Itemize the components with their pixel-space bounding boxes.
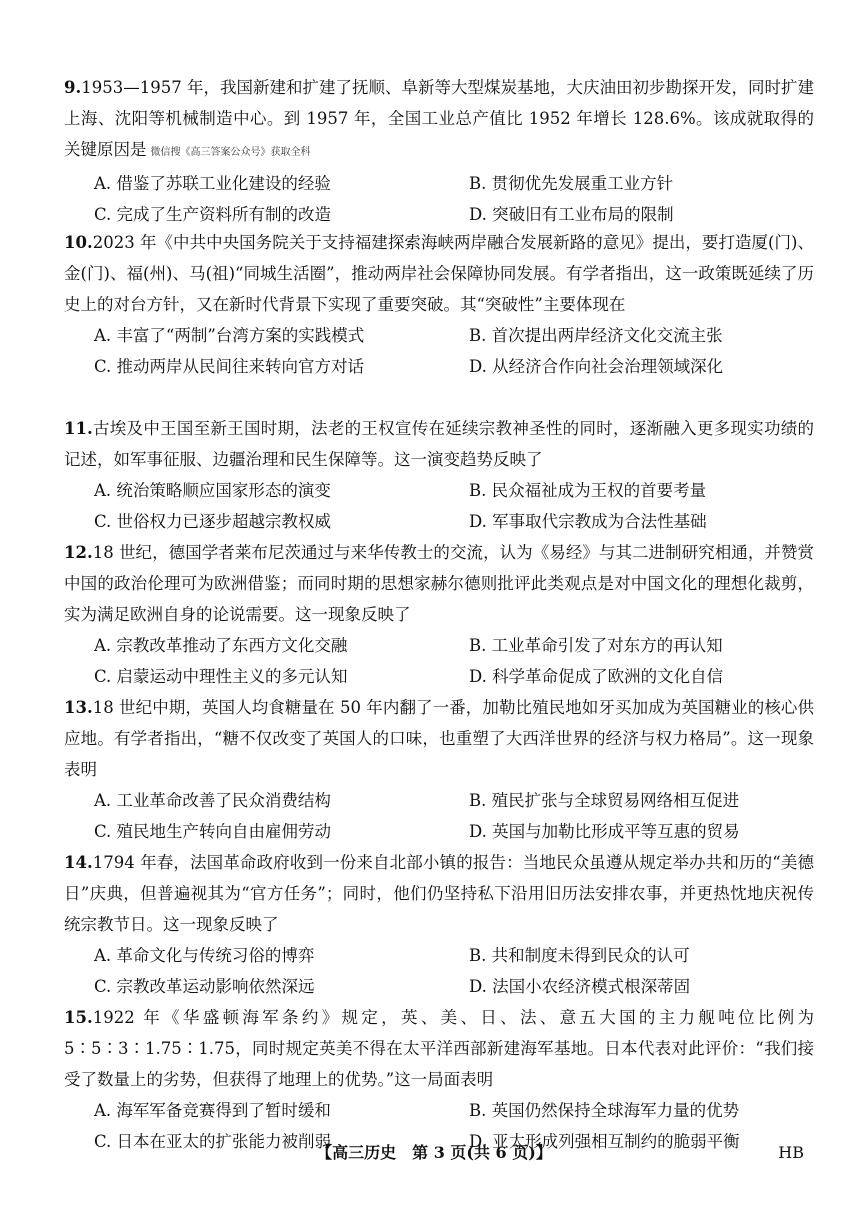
question-stem (64, 1002, 814, 1095)
option-b[interactable]: B. 工业革命引发了对东方的再认知 (469, 636, 723, 655)
question-stem (64, 227, 814, 320)
option-d[interactable]: D. 英国与加勒比形成平等互惠的贸易 (469, 822, 740, 841)
option-a[interactable]: A. 丰富了“两制”台湾方案的实践模式 (94, 326, 365, 345)
question-text: 18 世纪中期，英国人均食糖量在 50 年内翻了一番，加勒比殖民地如牙买加成为英国糖业的核心供应地。有学者指出，“糖不仅改变了英国人的口味，也重塑了大西洋世界的经济与权力格局”。这一现象表明 (64, 698, 814, 779)
question-number: 11. (64, 419, 93, 438)
question-number: 10. (64, 233, 93, 252)
question-text: 1953—1957 年，我国新建和扩建了抚顺、阜新等大型煤炭基地，大庆油田初步勘探开发，同时扩建上海、沈阳等机械制造中心。到 1957 年，全国工业总产值比 1952 年增长 128.6%。该成就取得的关键原因是 (64, 78, 814, 159)
question-stem (64, 537, 814, 630)
question-text: 18 世纪，德国学者莱布尼茨通过与来华传教士的交流，认为《易经》与其二进制研究相通，并赞赏中国的政治伦理可为欧洲借鉴；而同时期的思想家赫尔德则批评此类观点是对中国文化的理想化裁剪，实为满足欧洲自身的论说需要。这一现象反映了 (64, 543, 814, 624)
option-c[interactable]: C. 世俗权力已逐步超越宗教权威 (94, 512, 332, 531)
option-a[interactable]: A. 借鉴了苏联工业化建设的经验 (94, 174, 331, 193)
option-d[interactable]: D. 突破旧有工业布局的限制 (469, 205, 674, 224)
options-grid (94, 168, 814, 230)
option-c[interactable]: C. 启蒙运动中理性主义的多元认知 (94, 667, 348, 686)
options-grid (94, 475, 814, 537)
option-b[interactable]: B. 殖民扩张与全球贸易网络相互促进 (469, 791, 740, 810)
question-number: 14. (64, 853, 93, 872)
options-grid (94, 320, 814, 382)
footer-page-info: 【高三历史 第 3 页(共 6 页)】 (316, 1143, 552, 1162)
option-b[interactable]: B. 贯彻优先发展重工业方针 (469, 174, 674, 193)
footer-code: HB (778, 1143, 804, 1162)
options-grid (94, 785, 814, 847)
question-14 (64, 847, 814, 1002)
option-d[interactable]: D. 从经济合作向社会治理领域深化 (469, 357, 724, 376)
watermark-text: 微信搜《高三答案公众号》获取全科 (150, 147, 311, 158)
option-b[interactable]: B. 英国仍然保持全球海军力量的优势 (469, 1101, 740, 1120)
question-number: 12. (64, 543, 93, 562)
option-c[interactable]: C. 日本在亚太的扩张能力被削弱 (94, 1132, 332, 1151)
question-text: 2023 年《中共中央国务院关于支持福建探索海峡两岸融合发展新路的意见》提出，要打造厦(门)、金(门)、福(州)、马(祖)“同城生活圈”，推动两岸社会保障协同发展。有学者指出，这一政策既延续了历史上的对台方针，又在新时代背景下实现了重要突破。其“突破性”主要体现在 (64, 233, 814, 314)
question-13 (64, 692, 814, 847)
option-c[interactable]: C. 完成了生产资料所有制的改造 (94, 205, 332, 224)
option-c[interactable]: C. 殖民地生产转向自由雇佣劳动 (94, 822, 332, 841)
question-12 (64, 537, 814, 692)
option-a[interactable]: A. 海军军备竞赛得到了暂时缓和 (94, 1101, 331, 1120)
option-a[interactable]: A. 宗教改革推动了东西方文化交融 (94, 636, 348, 655)
question-stem (64, 72, 814, 168)
question-text: 1794 年春，法国革命政府收到一份来自北部小镇的报告：当地民众虽遵从规定举办共和历的“美德日”庆典，但普遍视其为“官方任务”；同时，他们仍坚持私下沿用旧历法安排农事，并更热忱地庆祝传统宗教节日。这一现象反映了 (64, 853, 814, 934)
question-number: 13. (64, 698, 93, 717)
question-9 (64, 72, 814, 230)
question-text: 1922 年《华盛顿海军条约》规定，英、美、日、法、意五大国的主力舰吨位比例为 5∶5∶3∶1.75∶1.75，同时规定英美不得在太平洋西部新建海军基地。日本代表对此评价：“我们接受了数量上的劣势，但获得了地理上的优势。”这一局面表明 (64, 1008, 814, 1089)
options-grid (94, 630, 814, 692)
option-d[interactable]: D. 亚太形成列强相互制约的脆弱平衡 (469, 1132, 740, 1151)
option-a[interactable]: A. 工业革命改善了民众消费结构 (94, 791, 331, 810)
question-number: 15. (64, 1008, 93, 1027)
option-a[interactable]: A. 革命文化与传统习俗的博弈 (94, 946, 315, 965)
option-c[interactable]: C. 推动两岸从民间往来转向官方对话 (94, 357, 365, 376)
option-c[interactable]: C. 宗教改革运动影响依然深远 (94, 977, 315, 996)
question-stem (64, 847, 814, 940)
option-d[interactable]: D. 军事取代宗教成为合法性基础 (469, 512, 707, 531)
page-footer (0, 1138, 868, 1168)
option-b[interactable]: B. 民众福祉成为王权的首要考量 (469, 481, 707, 500)
options-grid (94, 940, 814, 1002)
question-stem (64, 692, 814, 785)
option-b[interactable]: B. 共和制度未得到民众的认可 (469, 946, 690, 965)
option-b[interactable]: B. 首次提出两岸经济文化交流主张 (469, 326, 723, 345)
question-stem (64, 413, 814, 475)
question-text: 古埃及中王国至新王国时期，法老的王权宣传在延续宗教神圣性的同时，逐渐融入更多现实功绩的记述，如军事征服、边疆治理和民生保障等。这一演变趋势反映了 (64, 419, 814, 469)
option-d[interactable]: D. 法国小农经济模式根深蒂固 (469, 977, 691, 996)
question-11 (64, 413, 814, 537)
question-number: 9. (64, 78, 82, 97)
option-a[interactable]: A. 统治策略顺应国家形态的演变 (94, 481, 331, 500)
option-d[interactable]: D. 科学革命促成了欧洲的文化自信 (469, 667, 724, 686)
question-15 (64, 1002, 814, 1157)
question-10 (64, 227, 814, 382)
